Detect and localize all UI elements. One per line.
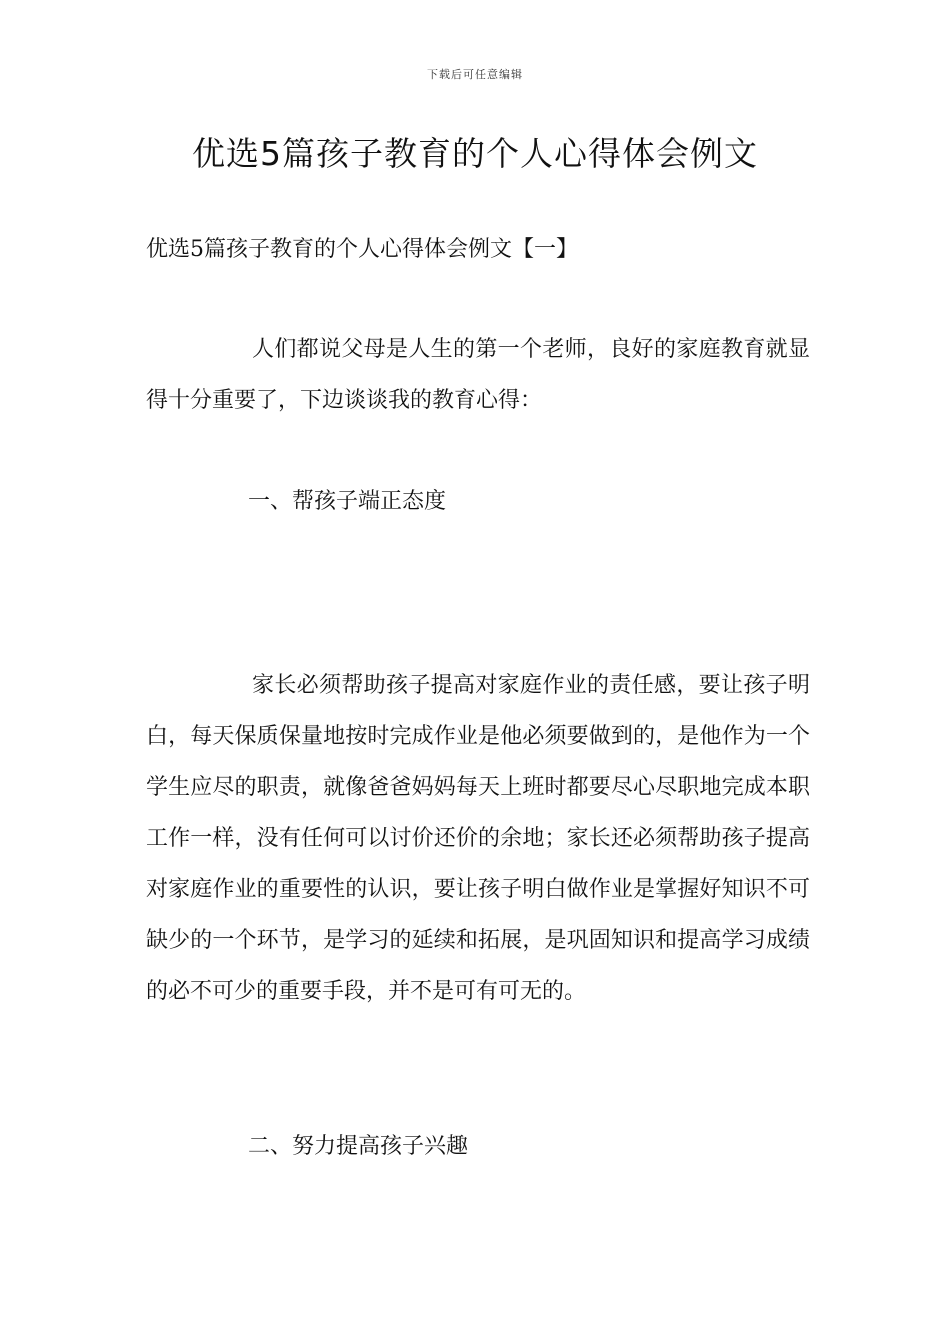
header-note: 下载后可任意编辑: [427, 68, 523, 81]
intro-paragraph: 人们都说父母是人生的第一个老师，良好的家庭教育就显得十分重要了，下边谈谈我的教育心得：: [146, 337, 810, 413]
heading-attitude: 一、帮孩子端正态度: [248, 489, 447, 514]
document-title: 优选5篇孩子教育的个人心得体会例文: [192, 134, 758, 173]
section-title: 优选5篇孩子教育的个人心得体会例文【一】: [146, 237, 578, 262]
heading-interest: 二、努力提高孩子兴趣: [248, 1134, 469, 1159]
homework-paragraph: 家长必须帮助孩子提高对家庭作业的责任感，要让孩子明白，每天保质保量地按时完成作业是他必须要做到的，是他作为一个学生应尽的职责，就像爸爸妈妈每天上班时都要尽心尽职地完成本职工作一样，没有任何可以讨价还价的余地；家长还必须帮助孩子提高对家庭作业的重要性的认识，要让孩子明白做作业是掌握好知识不可缺少的一个环节，是学习的延续和拓展，是巩固知识和提高学习成绩的必不可少的重要手段，并不是可有可无的。: [146, 673, 810, 1004]
